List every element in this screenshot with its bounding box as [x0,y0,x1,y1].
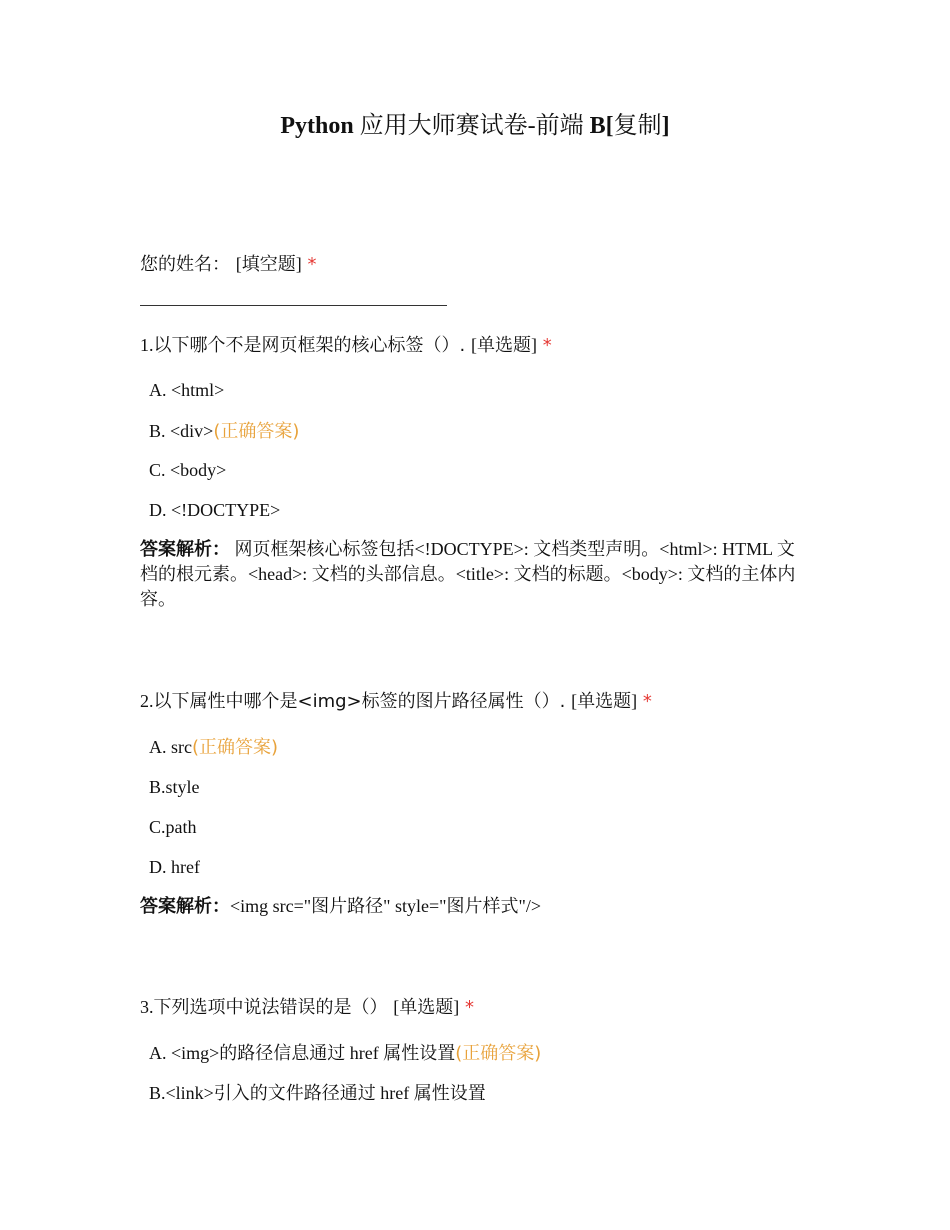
question-1-option-c[interactable] [149,457,226,484]
title-suffix-end: ] [661,113,670,139]
question-2-option-b[interactable] [149,774,200,801]
name-type-tag: [填空题] [235,254,302,274]
option-label: B. <div> [149,421,214,441]
analysis-label: 答案解析： [140,539,230,560]
question-type-tag: [单选题] [470,335,537,355]
required-mark: * [307,254,317,275]
question-text: 下列选项中说法错误的是（） [153,997,394,1018]
question-text: 以下属性中哪个是<img>标签的图片路径属性（）. [153,691,572,712]
question-number: 2. [140,691,154,711]
title-suffix-cn: 复制 [613,113,662,139]
title-middle: 应用大师赛试卷-前端 [353,113,590,139]
correct-answer-mark: (正确答案) [213,421,300,442]
option-label: D. href [149,857,200,877]
analysis-text: 网页框架核心标签包括<!DOCTYPE>: 文档类型声明。<html>: HTML 文档的根元素。<head>: 文档的头部信息。<title>: 文档的标题。<body>: 文档的主体内容。 [140,539,796,609]
required-mark: * [464,997,474,1018]
required-mark: * [642,691,652,712]
option-label: C. <body> [149,460,227,480]
title-prefix: Python [280,113,354,139]
question-1-title [140,332,552,359]
question-type-tag: [单选题] [393,997,460,1017]
analysis-label: 答案解析： [140,896,230,917]
question-3-option-a[interactable] [149,1040,541,1067]
question-2-option-a[interactable] [149,734,278,761]
option-label: B.<link>引入的文件路径通过 href 属性设置 [149,1083,486,1103]
question-1-option-a[interactable] [149,377,224,404]
question-3-option-b[interactable] [149,1080,486,1107]
question-2-option-c[interactable] [149,814,197,841]
option-label: A. <html> [149,380,225,400]
name-answer-line[interactable] [140,305,447,306]
correct-answer-mark: (正确答案) [455,1043,542,1064]
question-type-tag: [单选题] [571,691,638,711]
title-suffix-b: B[ [589,113,614,139]
question-number: 3. [140,997,154,1017]
option-label: A. <img>的路径信息通过 href 属性设置 [149,1043,456,1063]
option-label: D. <!DOCTYPE> [149,500,281,520]
question-1-analysis [140,537,810,612]
question-3-title [140,994,474,1021]
option-label: B.style [149,777,200,797]
question-1-option-d[interactable] [149,497,280,524]
option-label: C.path [149,817,197,837]
question-text: 以下哪个不是网页框架的核心标签（）. [153,335,471,356]
question-2-analysis [140,894,810,919]
question-1-option-b[interactable] [149,418,299,445]
correct-answer-mark: (正确答案) [192,737,279,758]
question-2-option-d[interactable] [149,854,200,881]
required-mark: * [542,335,552,356]
analysis-text: <img src="图片路径" style="图片样式"/> [230,896,541,916]
question-number: 1. [140,335,154,355]
question-2-title [140,688,652,715]
name-label-text: 您的姓名： [140,254,230,275]
name-field-label [140,251,316,278]
page-title [0,110,950,142]
option-label: A. src [149,737,192,757]
